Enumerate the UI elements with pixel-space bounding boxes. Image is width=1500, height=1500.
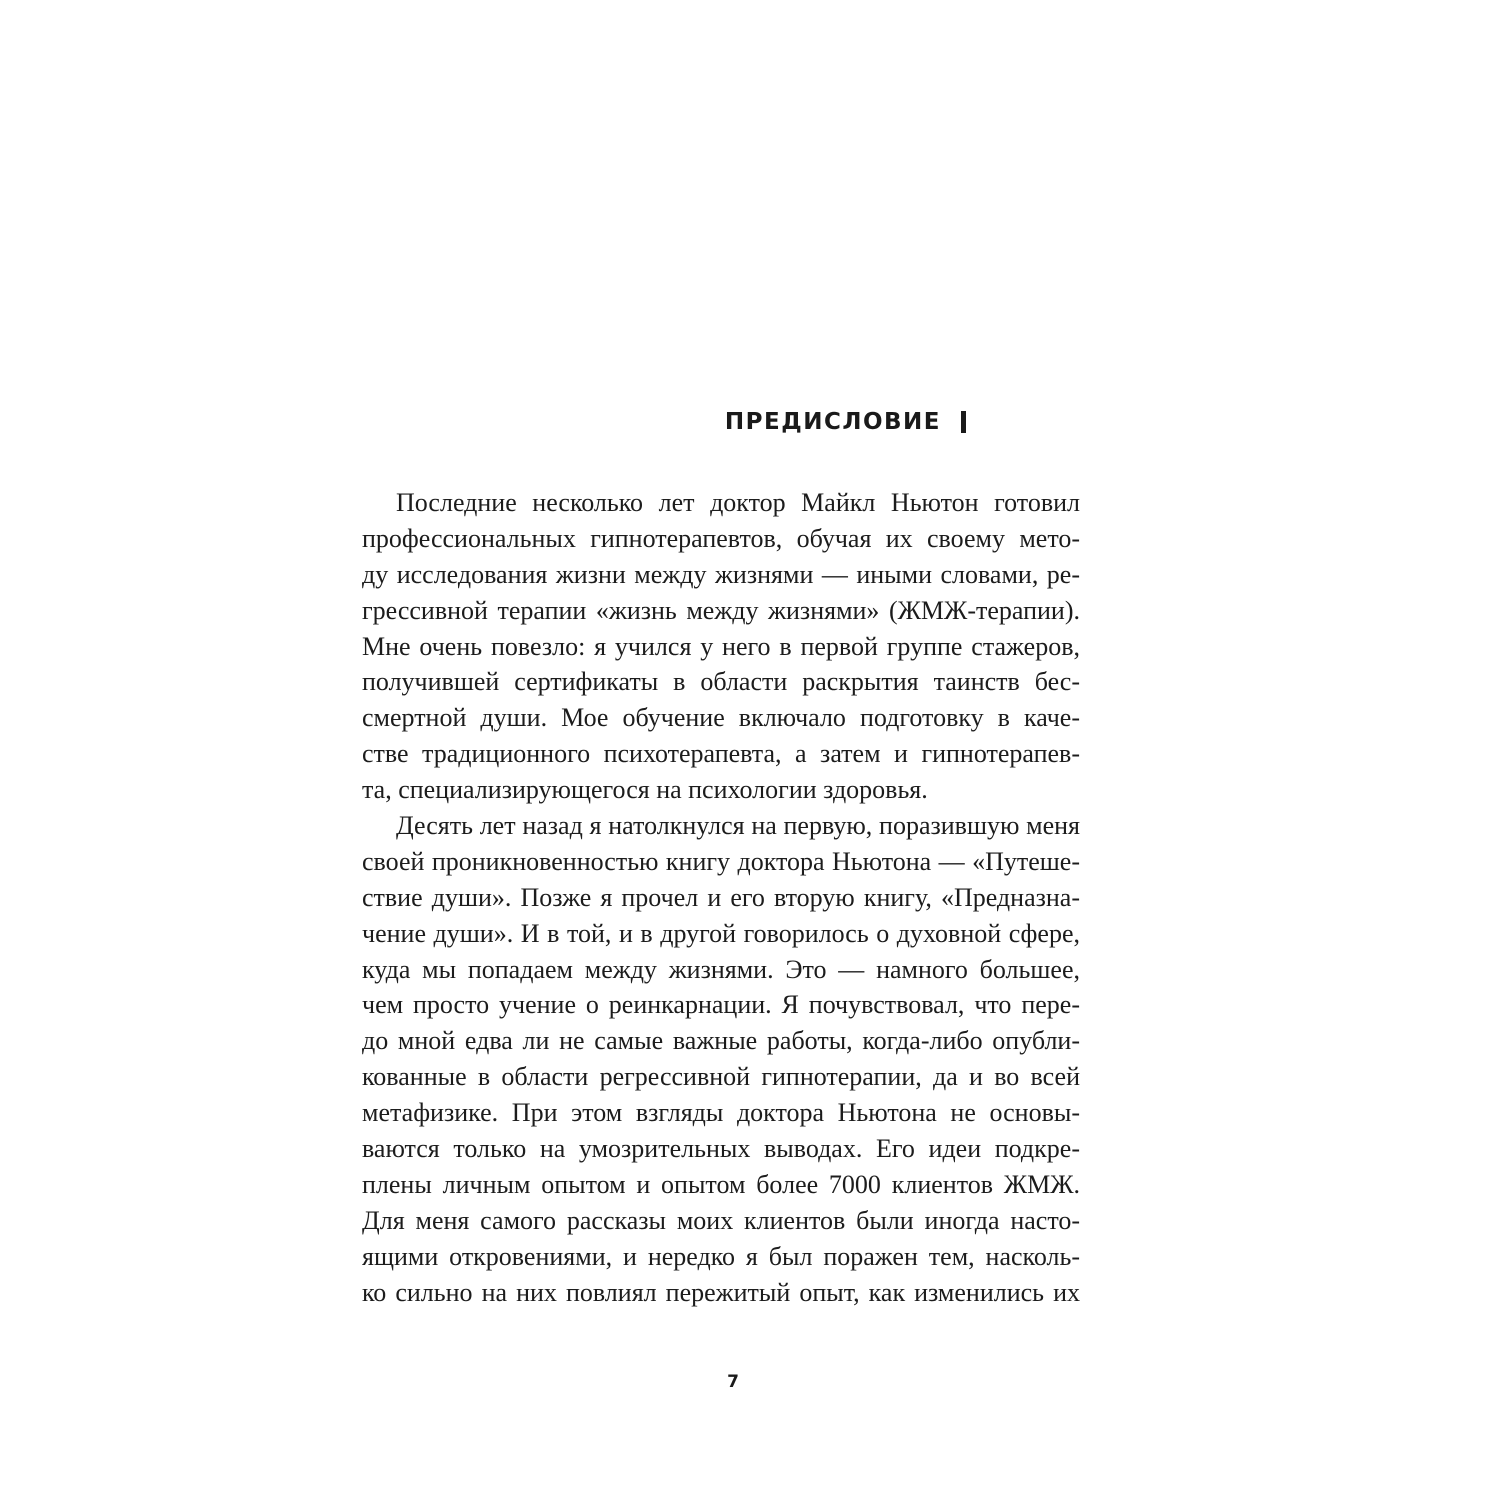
text-line: стве традиционного психотерапевта, а затем и гипнотерапев-: [362, 739, 1080, 769]
body-text: [362, 485, 1080, 1310]
text-line: своей проникновенностью книгу доктора Ньютона — «Путеше-: [362, 846, 1080, 876]
text-line: Мне очень повезло: я учился у него в первой группе стажеров,: [362, 631, 1080, 661]
text-line: плены личным опытом и опытом более 7000 клиентов ЖМЖ.: [362, 1169, 1080, 1199]
text-line: ко сильно на них повлиял пережитый опыт, как изменились их: [362, 1277, 1080, 1307]
text-line: чем просто учение о реинкарнации. Я почувствовал, что пере-: [362, 990, 1080, 1020]
text-line: грессивной терапии «жизнь между жизнями» (ЖМЖ-терапии).: [362, 595, 1080, 625]
page-number: 7: [727, 1372, 739, 1392]
chapter-title: ПРЕДИСЛОВИЕ: [724, 409, 941, 435]
text-line: кованные в области регрессивной гипнотерапии, да и во всей: [362, 1062, 1080, 1092]
text-line: ствие души». Позже я прочел и его вторую книгу, «Предназна-: [362, 882, 1080, 912]
text-line: профессиональных гипнотерапевтов, обучая их своему мето-: [362, 523, 1080, 553]
text-line: Десять лет назад я натолкнулся на первую, поразившую меня: [396, 811, 1080, 841]
text-line: получившей сертификаты в области раскрытия таинств бес-: [362, 667, 1080, 697]
text-line: та, специализирующегося на психологии здоровья.: [362, 775, 928, 805]
text-line: Для меня самого рассказы моих клиентов были иногда насто-: [362, 1205, 1080, 1235]
text-line: чение души». И в той, и в другой говорилось о духовной сфере,: [362, 918, 1080, 948]
text-line: ящими откровениями, и нередко я был поражен тем, насколь-: [362, 1241, 1080, 1271]
text-line: метафизике. При этом взгляды доктора Ньютона не основы-: [362, 1098, 1080, 1128]
text-line: куда мы попадаем между жизнями. Это — намного большее,: [362, 954, 1080, 984]
chapter-heading: [360, 402, 966, 442]
text-line: до мной едва ли не самые важные работы, когда-либо опубли-: [362, 1026, 1080, 1056]
text-line: ду исследования жизни между жизнями — иными словами, ре-: [362, 559, 1080, 589]
text-line: смертной души. Мое обучение включало подготовку в каче-: [362, 703, 1080, 733]
text-line: ваются только на умозрительных выводах. Его идеи подкре-: [362, 1134, 1080, 1164]
text-line: Последние несколько лет доктор Майкл Ньютон готовил: [396, 488, 1080, 517]
heading-bar-decoration: [961, 411, 966, 433]
